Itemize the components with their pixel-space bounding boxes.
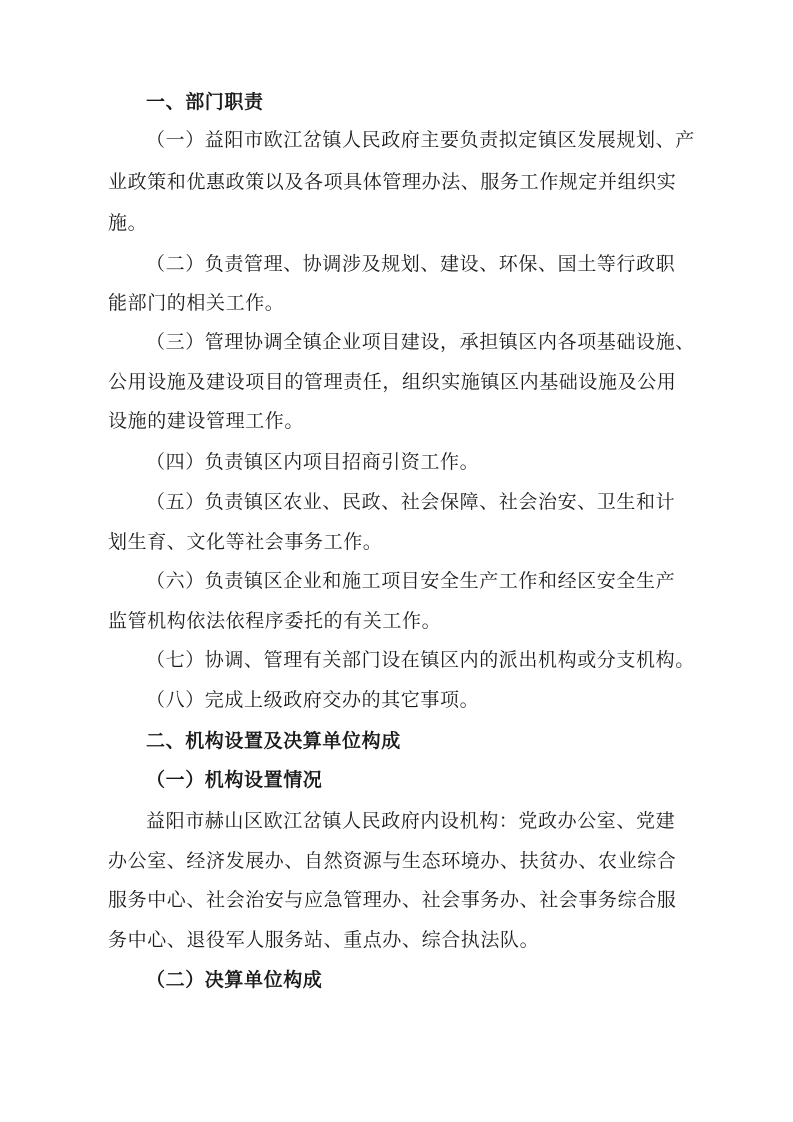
- paragraph-line: （六）负责镇区企业和施工项目安全生产工作和经区安全生产: [146, 570, 676, 592]
- paragraph-line: 务中心、退役军人服务站、重点办、综合执法队。: [108, 929, 540, 951]
- duty-item-7: （七）协调、管理有关部门设在镇区内的派出机构或分支机构。: [146, 649, 695, 671]
- paragraph-line: 设施的建设管理工作。: [108, 410, 305, 432]
- paragraph-line: 能部门的相关工作。: [108, 292, 285, 314]
- subsection-heading-budget-units: （二）决算单位构成: [146, 969, 323, 991]
- paragraph-line: （二）负责管理、协调涉及规划、建设、环保、国土等行政职: [146, 253, 676, 275]
- paragraph-line: 施。: [108, 212, 148, 234]
- paragraph-line: （一）益阳市欧江岔镇人民政府主要负责拟定镇区发展规划、产: [146, 129, 695, 151]
- paragraph-line: （五）负责镇区农业、民政、社会保障、社会治安、卫生和计: [146, 491, 676, 513]
- paragraph-line: 办公室、经济发展办、自然资源与生态环境办、扶贫办、农业综合: [108, 850, 677, 872]
- duty-item-8: （八）完成上级政府交办的其它事项。: [146, 689, 480, 711]
- paragraph-line: 服务中心、社会治安与应急管理办、社会事务办、社会事务综合服: [108, 889, 677, 911]
- paragraph-line: 划生育、文化等社会事务工作。: [108, 531, 383, 553]
- paragraph-line: 公用设施及建设项目的管理责任，组织实施镇区内基础设施及公用: [108, 371, 677, 393]
- section-heading-organization: 二、机构设置及决算单位构成: [146, 730, 401, 752]
- subsection-heading-org-setup: （一）机构设置情况: [146, 769, 323, 791]
- paragraph-line: 益阳市赫山区欧江岔镇人民政府内设机构：党政办公室、党建: [146, 810, 676, 832]
- paragraph-line: 业政策和优惠政策以及各项具体管理办法、服务工作规定并组织实: [108, 171, 677, 193]
- section-heading-duties: 一、部门职责: [146, 91, 264, 113]
- paragraph-line: （三）管理协调全镇企业项目建设，承担镇区内各项基础设施、: [146, 331, 695, 353]
- duty-item-4: （四）负责镇区内项目招商引资工作。: [146, 451, 480, 473]
- paragraph-line: 监管机构依法依程序委托的有关工作。: [108, 610, 442, 632]
